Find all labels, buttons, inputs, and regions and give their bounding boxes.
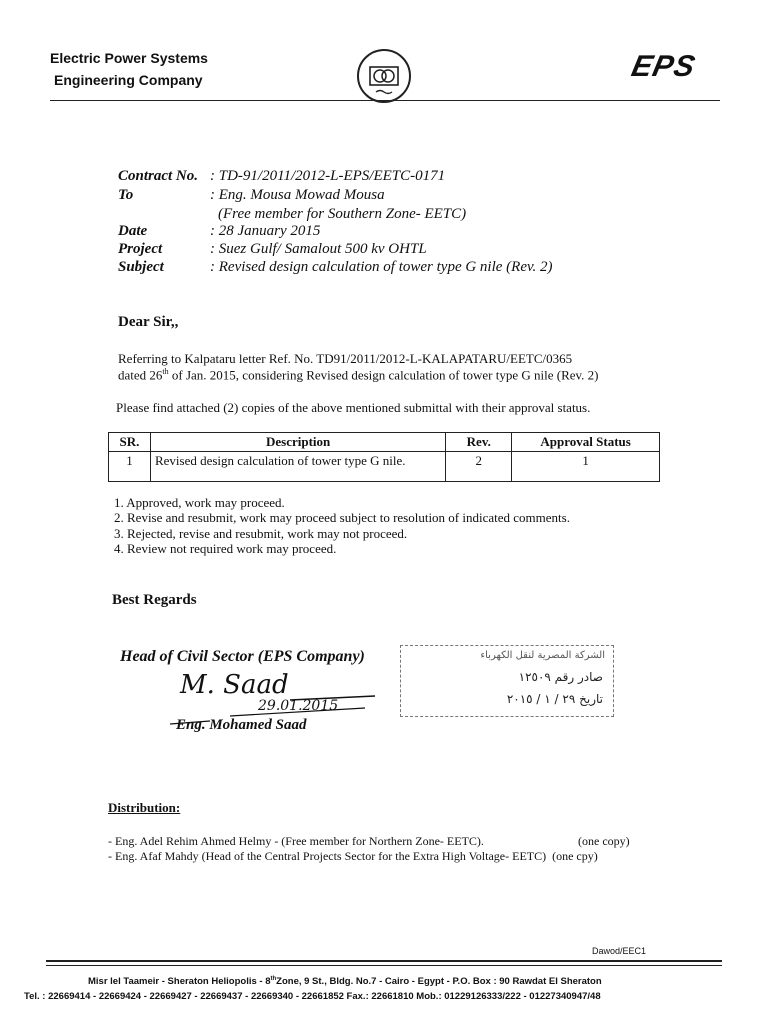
company-seal-icon — [354, 46, 414, 106]
footer-address-suffix: th — [270, 976, 277, 982]
legend-item: 4. Review not required work may proceed. — [114, 541, 337, 556]
stamp-line1: الشركة المصرية لنقل الكهرباء — [480, 650, 605, 661]
footer-divider-thick — [46, 960, 722, 962]
table-header-approval: Approval Status — [512, 433, 660, 452]
salutation: Dear Sir,, — [118, 314, 179, 330]
table-header-sr: SR. — [109, 433, 151, 452]
para1-date-text: dated 26 — [118, 367, 163, 383]
company-name-line1: Electric Power Systems — [50, 50, 208, 66]
signatory-title: Head of Civil Sector (EPS Company) — [120, 648, 365, 665]
footer-divider-thin — [46, 965, 722, 966]
footer-address — [88, 976, 602, 987]
field-value-date: : 28 January 2015 — [210, 223, 321, 239]
header-divider — [50, 100, 720, 101]
reference-code: Dawod/EEC1 — [592, 946, 647, 956]
table-cell-approval: 1 — [512, 452, 660, 482]
field-value-to: : Eng. Mousa Mowad Mousa — [210, 187, 385, 203]
company-name-line2: Engineering Company — [54, 72, 203, 88]
stamp-line2: صادر رقم ١٢٥٠٩ — [518, 670, 603, 684]
signature-handwritten: M. Saad — [180, 670, 289, 700]
field-value-contract: : TD-91/2011/2012-L-EPS/EETC-0171 — [210, 168, 446, 184]
received-stamp — [400, 645, 614, 717]
body-paragraph-2: Please find attached (2) copies of the above mentioned submittal with their approval status. — [116, 400, 591, 415]
legend-item: 1. Approved, work may proceed. — [114, 495, 285, 510]
legend-item: 2. Revise and resubmit, work may proceed subject to resolution of indicated comments. — [114, 510, 570, 525]
eps-brand-logo: EPS — [628, 50, 699, 83]
distribution-heading: Distribution: — [108, 800, 181, 815]
table-cell-description: Revised design calculation of tower type G nile. — [150, 452, 445, 482]
distribution-item-text: - Eng. Afaf Mahdy (Head of the Central Projects Sector for the Extra High Voltage- EETC) — [108, 849, 547, 863]
field-value-to-role: (Free member for Southern Zone- EETC) — [218, 206, 467, 222]
distribution-copies: (one cpy) — [552, 849, 598, 863]
footer-phones: Tel. : 22669414 - 22669424 - 22669427 - 22669437 - 22669340 - 22661852 Fax.: 22661810 Mob.: 01229126333/222 - 01227340947/48 — [24, 991, 601, 1002]
field-label-project: Project — [118, 241, 163, 257]
distribution-item: - Eng. Adel Rehim Ahmed Helmy - (Free member for Northern Zone- EETC). — [108, 834, 484, 848]
table-header-rev: Rev. — [446, 433, 512, 452]
body-paragraph-1-line2 — [118, 367, 599, 383]
table-cell-rev: 2 — [446, 452, 512, 482]
table-header-row — [109, 433, 660, 452]
footer-address-rest: Zone, 9 St., Bldg. No.7 - Cairo - Egypt - P.O. Box : 90 Rawdat El Sheraton — [276, 976, 602, 988]
closing: Best Regards — [112, 592, 197, 608]
distribution-item — [108, 849, 598, 864]
field-label-contract: Contract No. — [118, 168, 199, 184]
table-cell-sr: 1 — [109, 452, 151, 482]
footer-address-text: Misr lel Taameir - Sheraton Heliopolis - 8 — [88, 976, 271, 988]
para1-rest-text: of Jan. 2015, considering Revised design calculation of tower type G nile (Rev. 2) — [168, 367, 599, 383]
submittal-table — [108, 432, 660, 482]
distribution-copies: (one copy) — [578, 834, 630, 848]
stamp-line3: تاريخ ٢٩ / ١ / ٢٠١٥ — [506, 692, 603, 706]
field-label-subject: Subject — [118, 259, 164, 275]
para1-date-suffix: th — [162, 367, 169, 376]
field-value-project: : Suez Gulf/ Samalout 500 kv OHTL — [210, 241, 427, 257]
field-label-date: Date — [118, 223, 148, 239]
field-value-subject: : Revised design calculation of tower type G nile (Rev. 2) — [210, 259, 553, 275]
table-header-description: Description — [150, 433, 445, 452]
body-paragraph-1-line1: Referring to Kalpataru letter Ref. No. TD91/2011/2012-L-KALAPATARU/EETC/0365 — [118, 351, 573, 366]
legend-item: 3. Rejected, revise and resubmit, work may not proceed. — [114, 526, 408, 541]
signatory-name: Eng. Mohamed Saad — [176, 717, 307, 733]
table-row — [109, 452, 660, 482]
field-label-to: To — [118, 187, 134, 203]
signature-date: 29.01.2015 — [258, 698, 339, 714]
